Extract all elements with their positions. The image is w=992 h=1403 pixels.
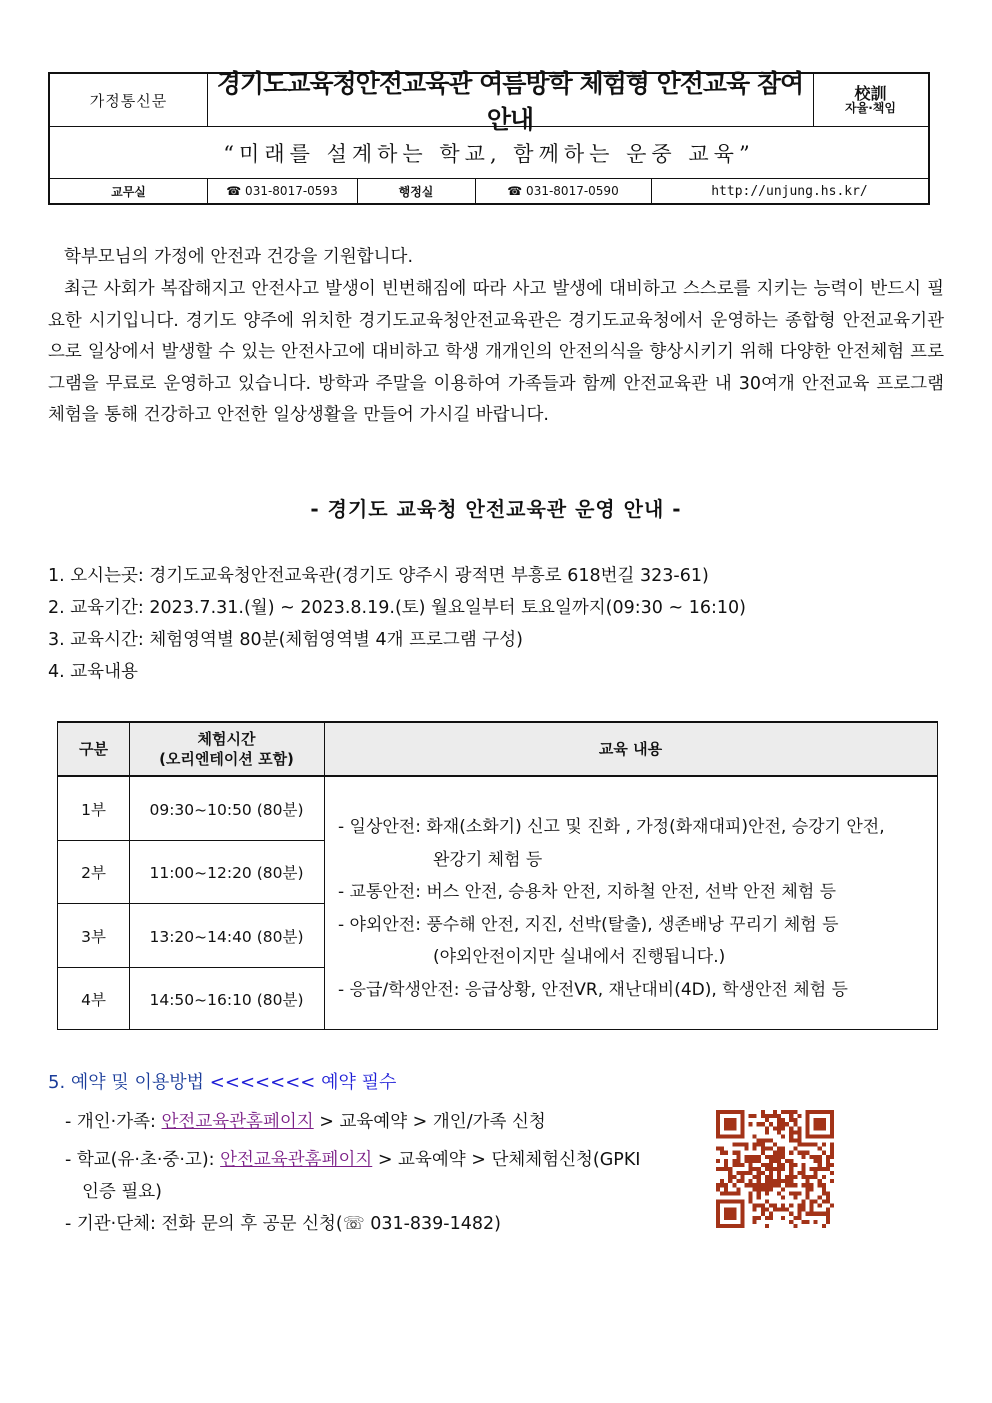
header-contact-row (50, 179, 928, 203)
content-traffic-safety: - 교통안전: 버스 안전, 승용차 안전, 지하철 안전, 선박 안전 체험 등 (338, 882, 837, 902)
office1-label: 교무실 (111, 184, 146, 199)
col-header-part: 구분 (79, 739, 108, 758)
table-row-part: 4부 (81, 991, 106, 1009)
col-header-time-line1: 체험시간 (197, 729, 256, 748)
info-period: 2. 교육기간: 2023.7.31.(월) ~ 2023.8.19.(토) 월요일부터 토요일까지(09:30 ~ 16:10) (48, 598, 746, 618)
content-daily-safety-cont: 완강기 체험 등 (433, 849, 543, 870)
reservation-institution: - 기관·단체: 전화 문의 후 공문 신청(☏ 031-839-1482) (65, 1214, 501, 1234)
table-row-part: 3부 (81, 927, 106, 946)
content-outdoor-safety-note: (야외안전이지만 실내에서 진행됩니다.) (433, 947, 726, 967)
school-slogan: “미래를 설계하는 학교, 함께하는 운중 교육” (223, 141, 755, 166)
header-title-row (50, 69, 928, 134)
greeting: 학부모님의 가정에 안전과 건강을 기원합니다. (64, 247, 414, 267)
content-emergency-safety: - 응급/학생안전: 응급상황, 안전VR, 재난대비(4D), 학생안전 체험 등 (338, 979, 848, 1000)
reservation-school-cont: 인증 필요) (82, 1182, 163, 1202)
office2-phone: ☎ 031-8017-0590 (507, 184, 619, 198)
info-content-heading: 4. 교육내용 (48, 662, 138, 682)
reservation-title: 5. 예약 및 이용방법 (48, 1072, 205, 1093)
individual-prefix: - 개인·가족: (65, 1112, 162, 1132)
reservation-individual (65, 1108, 546, 1133)
school-prefix: - 학교(유·초·중·고): (65, 1150, 221, 1170)
homepage-link[interactable]: 안전교육관홈페이지 (161, 1112, 314, 1132)
table-header (58, 723, 937, 777)
info-duration: 3. 교육시간: 체험영역별 80분(체험영역별 4개 프로그램 구성) (48, 630, 523, 650)
col-header-content: 교육 내용 (598, 739, 663, 758)
motto-top: 校訓 (854, 83, 887, 103)
table-row-time: 14:50~16:10 (80분) (149, 991, 304, 1009)
schedule-table (57, 721, 938, 1030)
content-daily-safety: - 일상안전: 화재(소화기) 신고 및 진화 , 가정(화재대피)안전, 승강기 안전, (338, 817, 885, 837)
table-row-time: 13:20~14:40 (80분) (149, 927, 304, 946)
school-website[interactable]: http://unjung.hs.kr/ (711, 183, 868, 199)
col-header-time-line2: (오리엔테이션 포함) (159, 750, 294, 768)
school-motto (813, 74, 928, 126)
info-location: 1. 오시는곳: 경기도교육청안전교육관(경기도 양주시 광적면 부흥로 618번길 323-61) (48, 566, 709, 586)
document-title: 경기도교육청안전교육관 여름방학 체험형 안전교육 참여 안내 (216, 69, 804, 134)
school-path: > 교육예약 > 단체체험신청(GPKI (372, 1150, 641, 1170)
intro-paragraph: 최근 사회가 복잡해지고 안전사고 발생이 빈번해짐에 따라 사고 발생에 대비하고 스스로를 지키는 능력이 반드시 필요한 시기입니다. 경기도 양주에 위치한 경기도교육청안전교육관은 경기도교육청에서 운영하는 종합형 안전교육기관으로 일상에서 발생할 수 있는 안전사고에 대비하고 학생 개개인의 안전의식을 향상시키기 위해 다양한 안전체험 프로그램을 무료로 운영하고 있습니다. 방학과 주말을 이용하여 가족들과 함께 안전교육관 내 30여개 안전교육 프로그램 체험을 통해 건강하고 안전한 일상생활을 만들어 가시길 바랍니다. (48, 279, 944, 425)
col-header-time (129, 723, 324, 775)
reservation-heading (48, 1068, 396, 1094)
content-outdoor-safety: - 야외안전: 풍수해 안전, 지진, 선박(탈출), 생존배낭 꾸리기 체험 등 (338, 914, 839, 935)
table-row-time: 09:30~10:50 (80분) (149, 800, 304, 819)
qr-code-icon[interactable] (716, 1110, 834, 1228)
table-row-time: 11:00~12:20 (80분) (149, 864, 304, 882)
section-title: - 경기도 교육청 안전교육관 운영 안내 - (310, 497, 682, 521)
education-content (326, 811, 936, 1006)
reservation-required: <<<<<<< 예약 필수 (209, 1072, 397, 1093)
table-row-part: 2부 (81, 864, 106, 882)
reservation-school (65, 1146, 640, 1171)
office1-phone: ☎ 031-8017-0593 (226, 184, 338, 198)
motto-bottom: 자율·책임 (845, 101, 896, 116)
office2-label: 행정실 (398, 184, 434, 199)
newsletter-label: 가정통신문 (89, 91, 168, 110)
table-row-part: 1부 (81, 800, 106, 819)
newsletter-header (48, 69, 930, 205)
homepage-link[interactable]: 안전교육관홈페이지 (220, 1150, 373, 1170)
header-slogan-row (50, 127, 928, 179)
individual-path: > 교육예약 > 개인/가족 신청 (313, 1112, 546, 1132)
